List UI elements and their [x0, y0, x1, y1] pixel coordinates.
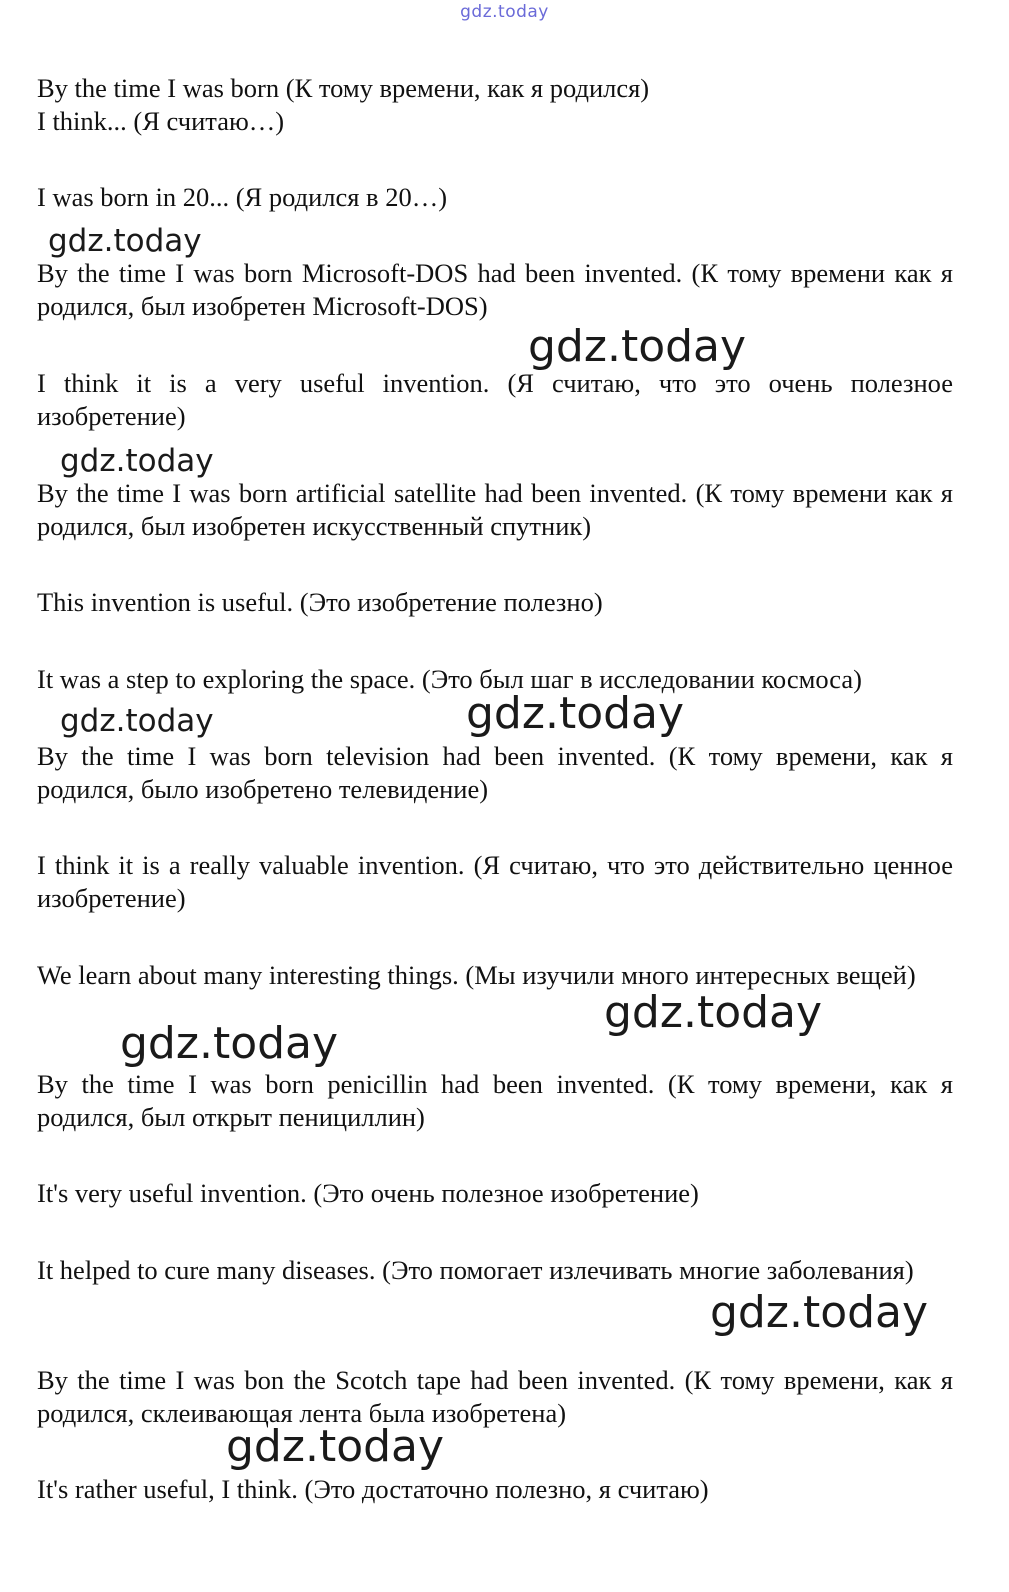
paragraph: It helped to cure many diseases. (Это помогает излечивать многие заболевания) [37, 1255, 914, 1285]
paragraph: I think it is a very useful invention. (Я считаю, что это очень полезное изобретение) [37, 368, 953, 431]
paragraph: It's very useful invention. (Это очень полезное изобретение) [37, 1178, 699, 1208]
paragraph: I think it is a really valuable invention. (Я считаю, что это действительно ценное изобретение) [37, 850, 953, 913]
watermark: gdz.today [48, 223, 202, 259]
watermark: gdz.today [60, 703, 214, 739]
watermark: gdz.today [120, 1018, 339, 1069]
paragraph: I think... (Я считаю…) [37, 106, 285, 136]
paragraph: By the time I was born penicillin had been invented. (К тому времени, как я родился, был открыт пенициллин) [37, 1069, 953, 1132]
paragraph: By the time I was born television had been invented. (К тому времени, как я родился, было изобретено телевидение) [37, 741, 953, 804]
watermark: gdz.today [710, 1287, 929, 1338]
paragraph: This invention is useful. (Это изобретение полезно) [37, 587, 603, 617]
paragraph: It was a step to exploring the space. (Это был шаг в исследовании космоса) [37, 664, 862, 694]
watermark: gdz.today [528, 321, 747, 372]
watermark: gdz.today [466, 688, 685, 739]
watermark: gdz.today [604, 987, 823, 1038]
paragraph: It's rather useful, I think. (Это достаточно полезно, я считаю) [37, 1474, 709, 1504]
paragraph: By the time I was bon the Scotch tape had been invented. (К тому времени, как я родился, склеивающая лента была изобретена) [37, 1365, 953, 1428]
watermark: gdz.today [60, 443, 214, 479]
paragraph: By the time I was born (К тому времени, как я родился) [37, 73, 650, 103]
paragraph: By the time I was born Microsoft-DOS had been invented. (К тому времени как я родился, был изобретен Microsoft-DOS) [37, 258, 953, 321]
paragraph: We learn about many interesting things. (Мы изучили много интересных вещей) [37, 960, 916, 990]
paragraph: I was born in 20... (Я родился в 20…) [37, 182, 448, 212]
watermark: gdz.today [226, 1421, 445, 1472]
header-watermark: gdz.today [460, 2, 549, 22]
paragraph: By the time I was born artificial satellite had been invented. (К тому времени как я родился, был изобретен искусственный спутник) [37, 478, 953, 541]
